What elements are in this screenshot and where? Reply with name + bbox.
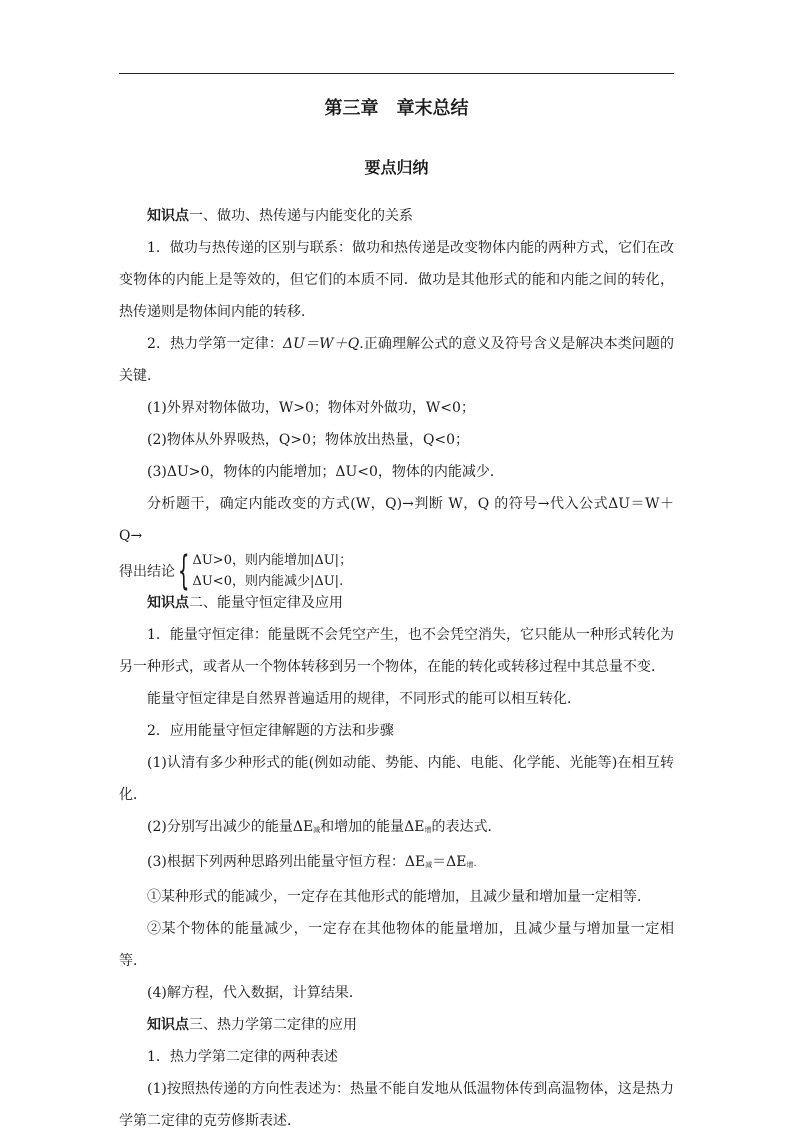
paragraph: (1)外界对物体做功，W>0；物体对外做功，W<0； xyxy=(147,400,475,416)
paragraph xyxy=(119,811,674,846)
kp-label: 知识点 xyxy=(147,208,189,224)
paragraph xyxy=(119,846,674,881)
kp-text: 二、能量守恒定律及应用 xyxy=(189,595,343,611)
knowledge-point-2 xyxy=(119,587,674,619)
brace-icon: { xyxy=(177,547,190,594)
knowledge-point-3 xyxy=(119,1009,674,1041)
paragraph: (1)按照热传递的方向性表述为：热量不能自发地从低温物体传到高温物体，这是热力学第二定律的克劳修斯表述． xyxy=(119,1081,674,1129)
brace-line: ΔU>0，则内能增加|ΔU|； xyxy=(192,552,353,568)
kp-text: 一、做功、热传递与内能变化的关系 xyxy=(189,208,413,224)
section-title: 要点归纳 xyxy=(364,158,429,177)
paragraph: 分析题干，确定内能改变的方式(W，Q)→判断 W，Q 的符号→代入公式ΔU＝W＋Q→ xyxy=(119,496,674,544)
brace-lines xyxy=(192,550,352,592)
text: 2．热力学第一定律： xyxy=(147,336,283,352)
paragraph: ②某个物体的能量减少，一定存在其他物体的能量增加，且减少量与增加量一定相等． xyxy=(119,921,674,969)
text: .正确理解公式的意义及符号含义是解决本类问题的关键． xyxy=(119,336,675,384)
paragraph: ①某种形式的能减少，一定存在其他形式的能增加，且减少量和增加量一定相等． xyxy=(147,889,651,905)
document-body xyxy=(119,92,674,1137)
text: . xyxy=(473,858,477,869)
knowledge-point-1 xyxy=(119,200,674,232)
paragraph: 1．做功与热传递的区别与联系：做功和热传递是改变物体内能的两种方式，它们在改变物体的内能上是等效的，但它们的本质不同．做功是其他形式的能和内能之间的转化，热传递则是物体间内能的转移． xyxy=(119,240,674,320)
kp-label: 知识点 xyxy=(147,595,189,611)
header-rule xyxy=(119,73,674,74)
brace-label: 得出结论 xyxy=(119,563,175,580)
brace-line: ΔU<0，则内能减少|ΔU|. xyxy=(192,573,344,589)
chapter-title: 第三章 章末总结 xyxy=(324,98,469,119)
paragraph: 2．应用能量守恒定律解题的方法和步骤 xyxy=(147,723,394,739)
text: ＝ΔE xyxy=(432,854,467,870)
subscript: 增 xyxy=(424,826,432,834)
paragraph: 能量守恒定律是自然界普遍适用的规律，不同形式的能可以相互转化． xyxy=(147,691,581,707)
subscript: 增 xyxy=(466,861,474,869)
formula: ΔU＝W＋Q xyxy=(282,336,360,352)
paragraph xyxy=(119,328,674,392)
paragraph: 1．热力学第二定律的两种表述 xyxy=(147,1049,338,1065)
kp-label: 知识点 xyxy=(147,1017,189,1033)
text: (3)根据下列两种思路列出能量守恒方程：ΔE xyxy=(147,854,426,870)
paragraph: 1．能量守恒定律：能量既不会凭空产生，也不会凭空消失，它只能从一种形式转化为另一种形式，或者从一个物体转移到另一个物体，在能的转化或转移过程中其总量不变． xyxy=(119,627,674,675)
kp-text: 三、热力学第二定律的应用 xyxy=(189,1017,357,1033)
paragraph: (1)认清有多少种形式的能(例如动能、势能、内能、电能、化学能、光能等)在相互转化． xyxy=(119,755,674,803)
paragraph: (2)物体从外界吸热，Q>0；物体放出热量，Q<0； xyxy=(147,432,470,448)
text: (2)分别写出减少的能量ΔE xyxy=(147,819,314,835)
paragraph: (3)ΔU>0，物体的内能增加；ΔU<0，物体的内能减少． xyxy=(147,464,504,480)
subscript: 减 xyxy=(425,861,433,869)
text: 的表达式． xyxy=(431,819,502,835)
text: 和增加的能量ΔE xyxy=(320,819,425,835)
paragraph: (4)解方程，代入数据，计算结果． xyxy=(147,985,363,1001)
subscript: 减 xyxy=(313,826,321,834)
